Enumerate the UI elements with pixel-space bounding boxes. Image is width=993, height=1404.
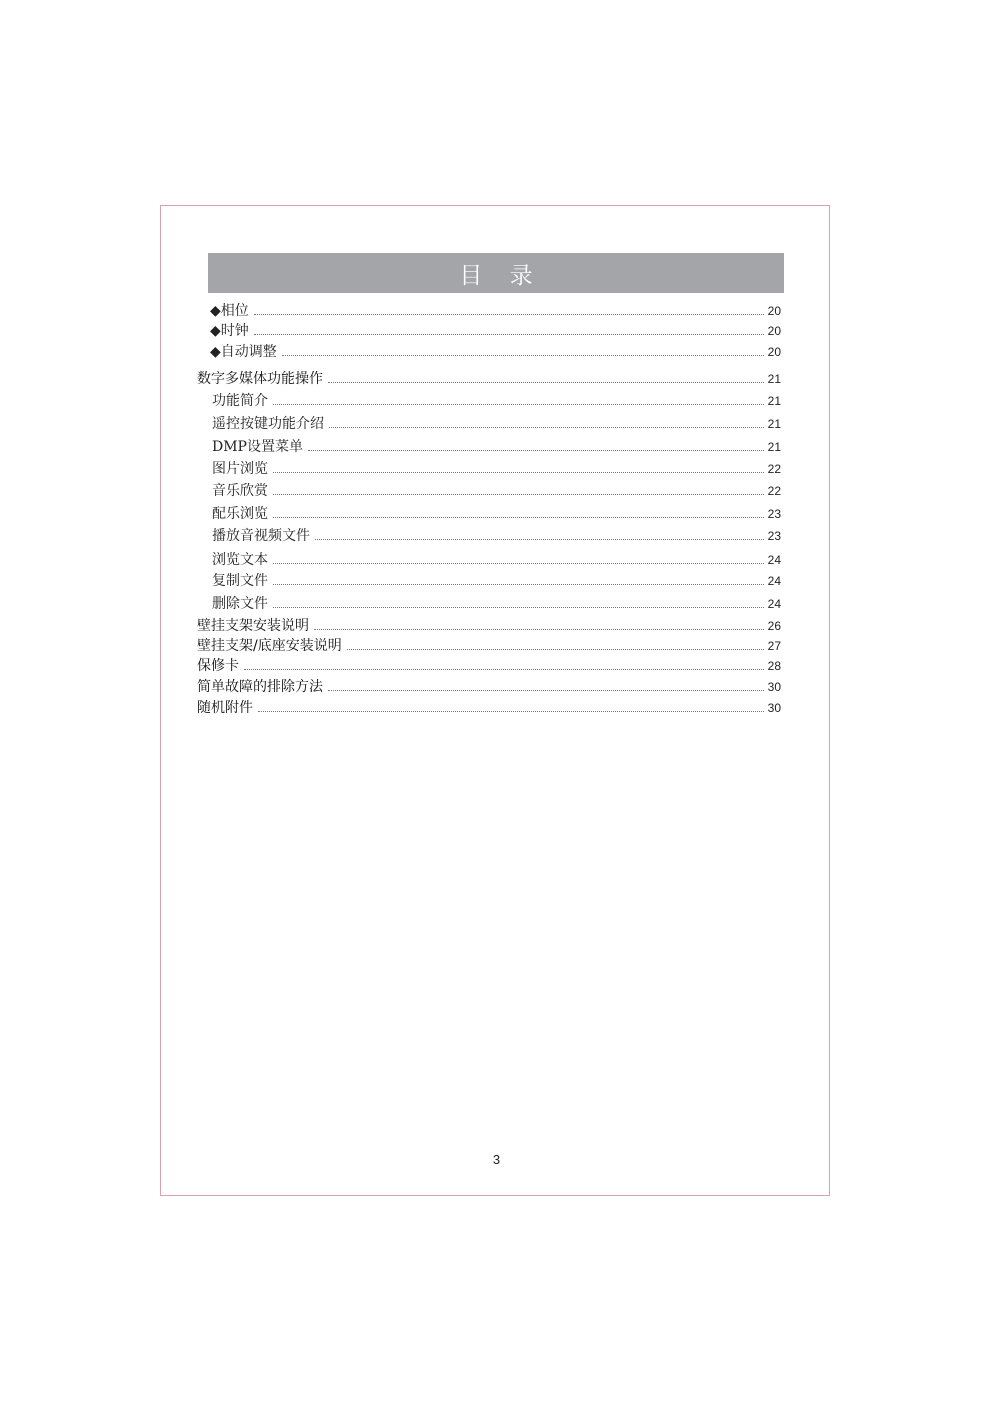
toc-dot-leader xyxy=(273,517,764,518)
toc-dot-leader xyxy=(273,584,764,585)
toc-entry-page: 24 xyxy=(767,553,781,567)
toc-entry[interactable] xyxy=(212,438,781,456)
toc-entry-label: 配乐浏览 xyxy=(212,506,268,522)
toc-entry[interactable] xyxy=(212,415,781,433)
toc-entry-page: 30 xyxy=(767,701,781,715)
toc-entry-label: 壁挂支架/底座安装说明 xyxy=(197,638,342,654)
toc-entry-page: 21 xyxy=(767,394,781,408)
toc-entry-label: 音乐欣赏 xyxy=(212,483,268,499)
toc-dot-leader xyxy=(328,382,764,383)
toc-dot-leader xyxy=(258,711,764,712)
toc-entry-page: 20 xyxy=(767,345,781,359)
toc-dot-leader xyxy=(273,607,764,608)
toc-entry-label: 图片浏览 xyxy=(212,461,268,477)
toc-entry[interactable] xyxy=(197,637,781,655)
page-number: 3 xyxy=(492,1152,501,1167)
toc-entry-page: 23 xyxy=(767,507,781,521)
toc-entry-page: 30 xyxy=(767,680,781,694)
toc-entry[interactable] xyxy=(212,572,781,590)
toc-entry-label: 壁挂支架安装说明 xyxy=(197,618,309,634)
toc-entry-label: ◆时钟 xyxy=(210,323,249,339)
toc-entry-label: 随机附件 xyxy=(197,700,253,716)
toc-entry-page: 22 xyxy=(767,484,781,498)
toc-entry-page: 21 xyxy=(767,440,781,454)
toc-entry[interactable] xyxy=(212,595,781,613)
toc-entry-label: ◆自动调整 xyxy=(210,344,277,360)
toc-entry-label: 浏览文本 xyxy=(212,552,268,568)
toc-dot-leader xyxy=(329,427,764,428)
toc-dot-leader xyxy=(273,494,764,495)
toc-dot-leader xyxy=(314,629,764,630)
toc-entry-page: 23 xyxy=(767,529,781,543)
toc-entry-page: 21 xyxy=(767,372,781,386)
toc-entry[interactable] xyxy=(210,302,781,320)
toc-dot-leader xyxy=(254,314,764,315)
toc-dot-leader xyxy=(273,404,764,405)
toc-entry-page: 24 xyxy=(767,597,781,611)
toc-entry-label: 简单故障的排除方法 xyxy=(197,679,323,695)
toc-entry[interactable] xyxy=(212,505,781,523)
toc-entry-page: 26 xyxy=(767,619,781,633)
toc-entry[interactable] xyxy=(212,482,781,500)
toc-entry-page: 24 xyxy=(767,574,781,588)
toc-dot-leader xyxy=(328,690,764,691)
toc-entry-page: 27 xyxy=(767,639,781,653)
toc-entry-label: 遥控按键功能介绍 xyxy=(212,416,324,432)
toc-entry-label: 保修卡 xyxy=(197,658,239,674)
toc-entry-page: 22 xyxy=(767,462,781,476)
toc-entry[interactable] xyxy=(197,617,781,635)
toc-entry-page: 20 xyxy=(767,324,781,338)
toc-dot-leader xyxy=(254,334,764,335)
toc-dot-leader xyxy=(273,563,764,564)
toc-entry[interactable] xyxy=(197,678,781,696)
toc-entry[interactable] xyxy=(212,392,781,410)
toc-entry-label: ◆相位 xyxy=(210,303,249,319)
toc-entry-page: 21 xyxy=(767,417,781,431)
toc-dot-leader xyxy=(315,539,764,540)
toc-dot-leader xyxy=(244,669,764,670)
toc-entry[interactable] xyxy=(197,699,781,717)
toc-entry-label: 功能简介 xyxy=(212,393,268,409)
toc-entry-label: 播放音视频文件 xyxy=(212,528,310,544)
toc-entry[interactable] xyxy=(212,527,781,545)
toc-entry-label: 删除文件 xyxy=(212,596,268,612)
toc-entry-page: 20 xyxy=(767,304,781,318)
toc-entry[interactable] xyxy=(212,551,781,569)
toc-entry-label: 数字多媒体功能操作 xyxy=(197,371,323,387)
toc-entry[interactable] xyxy=(197,657,781,675)
toc-title-bar xyxy=(208,253,784,293)
toc-entry-page: 28 xyxy=(767,659,781,673)
toc-entry-label: DMP设置菜单 xyxy=(212,439,303,455)
toc-dot-leader xyxy=(273,472,764,473)
toc-entry[interactable] xyxy=(210,322,781,340)
toc-entry[interactable] xyxy=(210,343,781,361)
toc-entry[interactable] xyxy=(197,370,781,388)
toc-title: 目 录 xyxy=(459,262,543,289)
toc-entry-label: 复制文件 xyxy=(212,573,268,589)
toc-dot-leader xyxy=(282,355,764,356)
toc-entry[interactable] xyxy=(212,460,781,478)
toc-dot-leader xyxy=(347,649,764,650)
toc-dot-leader xyxy=(308,450,764,451)
